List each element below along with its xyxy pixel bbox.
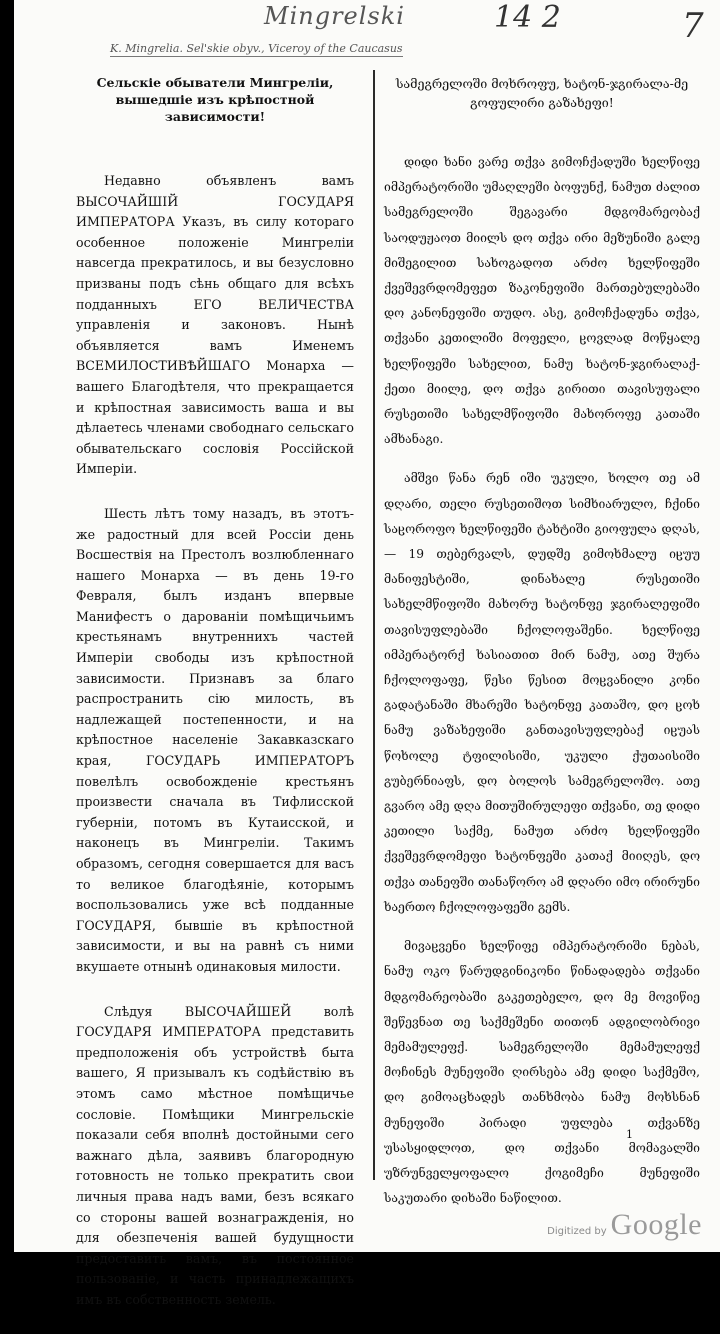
- handwritten-title-scrawl: Mingrelski: [264, 2, 405, 30]
- digitized-by-label: Digitized by: [547, 1226, 607, 1237]
- russian-paragraph: Слѣдуя ВЫСОЧАЙШЕЙ волѣ ГОСУДАРЯ ИМПЕРАТОРА представить предположенія объ устройствѣ быта вашего, Я призывалъ къ содѣйствію въ этомъ само мѣстное помѣщичье сословіе. Помѣщики Мингрельскіе показали себя вполнѣ достойными сего важнаго дѣла, заявивъ благородную готовность не только прекратить свои личныя права надъ вами, безъ всякаго со стороны вашей вознагражденія, но для обезпеченія вашей будущности предоставить вамъ, въ постоянное пользованіе, и часть принадлежащихъ имъ въ собственность земель.: [76, 1003, 354, 1307]
- handwritten-annotation: K. Mingrelia. Sel'skie obyv., Viceroy of the Caucasus: [110, 42, 403, 55]
- russian-heading: Сельскіе обыватели Мингреліи, вышедшіе изъ крѣпостной зависимости!: [96, 75, 334, 124]
- handwritten-corner-number: 7: [682, 6, 704, 46]
- georgian-paragraph: ამშვი წანა რენ იში უკული, ხოლო თე ამ დღარი, თელი რუსეთიშოთ სიმხიარულო, ჩქინი საჸოროფო ხელწიფეში ტახტიში გიოფულა დღას, — 19 თებერვალს, დუდშე გიმოხმალუ იჸუუ მანიფესტიში, დინახალე რუსეთიში სახელმწიფოში მახორუ ხატონფე ჯგირალეფიში თავისუფლებაში ჩქოლოფაშენი. ხელწიფე იმპერატორქ ხასიათით მირ ნამუ, ათე შურა ჩქოლოფაფე, წესი წესით მოჸვანილი კონი გადატანაში მხარეში ხატონფე კათაშო, დო ჸოხ ნამუ ვაზახეფიში განთავისუფლებაქ იჸუას წოხოლე ტფილისიში, უკული ქუთაისიში გუბერნიაფს, დო ბოლოს სამეგრელოშო. ათე გვარო ამე დღა მითუშირულეფი თქვანი, თე დიდი კეთილი საქმე, ნამუთ არძო ხელწიფეში ქვეშევრდომეფი ხატონფეში კათაქ მიიღეს, დო თქვა თანეფში თანაწორო ამ დღარი იმო ირირუნი ხაერთო ჩქოლოფაფეში გემს.: [384, 471, 700, 914]
- google-logo: Google: [610, 1208, 702, 1241]
- russian-column: [76, 74, 354, 1334]
- google-watermark: [547, 1208, 702, 1242]
- document-page: [14, 0, 720, 1307]
- georgian-paragraph: დიდი ხანი ვარე თქვა გიმოჩქადუში ხელწიფე იმპერატორიში უმაღლეში ბოფუნქ, ნამუთ ძალით სამეგრელოში შეგავარი მდგომარეობაქ საოდუჟაოთ მიილს დო თქვა ირი მეზუნიში გალე მიშეგილით სახოგადოთ არძო ხელწიფეში ქვეშევრდომეფეთ ზაკონეფიში მართებულებაში დო კანონეფიში თუდო. ასე, გიმოჩქადუნა თქვა, თქვანი კეთილიში მოფელი, ჸოვლად მოწყალე ხელწიფეში სახელით, ნამუ ხატონ-ჯგირალაქ-ქეთი მიილე, დო თქვა გირითი თავისუფალი რუსეთიში სახელმწიფოში მახოროფე კათაში ამხანაგი.: [384, 155, 700, 447]
- handwritten-catalog-number: 14 2: [494, 0, 561, 35]
- russian-paragraph: Недавно объявленъ вамъ ВЫСОЧАЙШІЙ ГОСУДАРЯ ИМПЕРАТОРА Указъ, въ силу котораго особенное положеніе Мингреліи навсегда прекратилось, и вы безусловно призваны подъ сѣнь общаго для всѣхъ подданныхъ ЕГО ВЕЛИЧЕСТВА управленія и законовъ. Нынѣ объявляется вамъ Именемъ ВСЕМИЛОСТИВѢЙШАГО Монарха — вашего Благодѣтеля, что прекращается и крѣпостная зависимость ваша и вы дѣлаетесь членами свободнаго сельскаго обывательскаго сословія Россійской Имперіи.: [76, 173, 354, 477]
- georgian-heading: სამეგრელოში მოხროფუ, ხატონ-ჯგირალა-მე გოფულირი გაზახეფი!: [395, 76, 689, 110]
- russian-paragraph: Шесть лѣтъ тому назадъ, въ этотъ-же радостный для всей Россіи день Восшествія на Престолъ возлюбленнаго нашего Монарха — въ день 19-го Февраля, былъ изданъ впервые Манифестъ о дарованіи помѣщичьимъ крестьянамъ внутреннихъ частей Имперіи свободы изъ крѣпостной зависимости. Признавъ за благо распространить сію милость, въ надлежащей постепенности, и на крѣпостное населеніе Закавказскаго края, ГОСУДАРЬ ИМПЕРАТОРЪ повелѣлъ освобожденіе крестьянъ произвести сначала въ Тифлисской губерніи, потомъ въ Кутаисской, и наконецъ въ Мингреліи. Такимъ образомъ, сегодня совершается для васъ то великое благодѣяніе, которымъ воспользовались уже всѣ подданные ГОСУДАРЯ, бывшіе въ крѣпостной зависимости, и вы на равнѣ съ ними вкушаете отнынѣ одинаковыя милости.: [76, 505, 354, 974]
- georgian-paragraph: მივაჸვენი ხელწიფე იმპერატორიში ნებას, ნამუ ოკო წარუდგინიკონი წინადადება თქვანი მდგომარეობაში გაკეთებელო, დო მე მოვიწიე შეწევნათ თე საქმეშენი თითონ ადგილობრივი მემამულეფქ. სამეგრელოში მემამულეფქ მოჩინეს მუნეფიში ღირსება ამე დიდი საქმეშო, დო გიმოაცხადეს თანხმობა ნამუ მოხსნან მუნეფიში პირადი უფლება თქვანზე უსასყიდლოთ, დო თქვანი მომავალში უზრუნველყოფალო ქოგიმეჩი მუნეფიში საკუთარი დიხაში ნაწილით.: [384, 939, 700, 1206]
- page-number: 1: [626, 1128, 633, 1141]
- georgian-column: [384, 74, 700, 1225]
- column-divider: [373, 70, 375, 1180]
